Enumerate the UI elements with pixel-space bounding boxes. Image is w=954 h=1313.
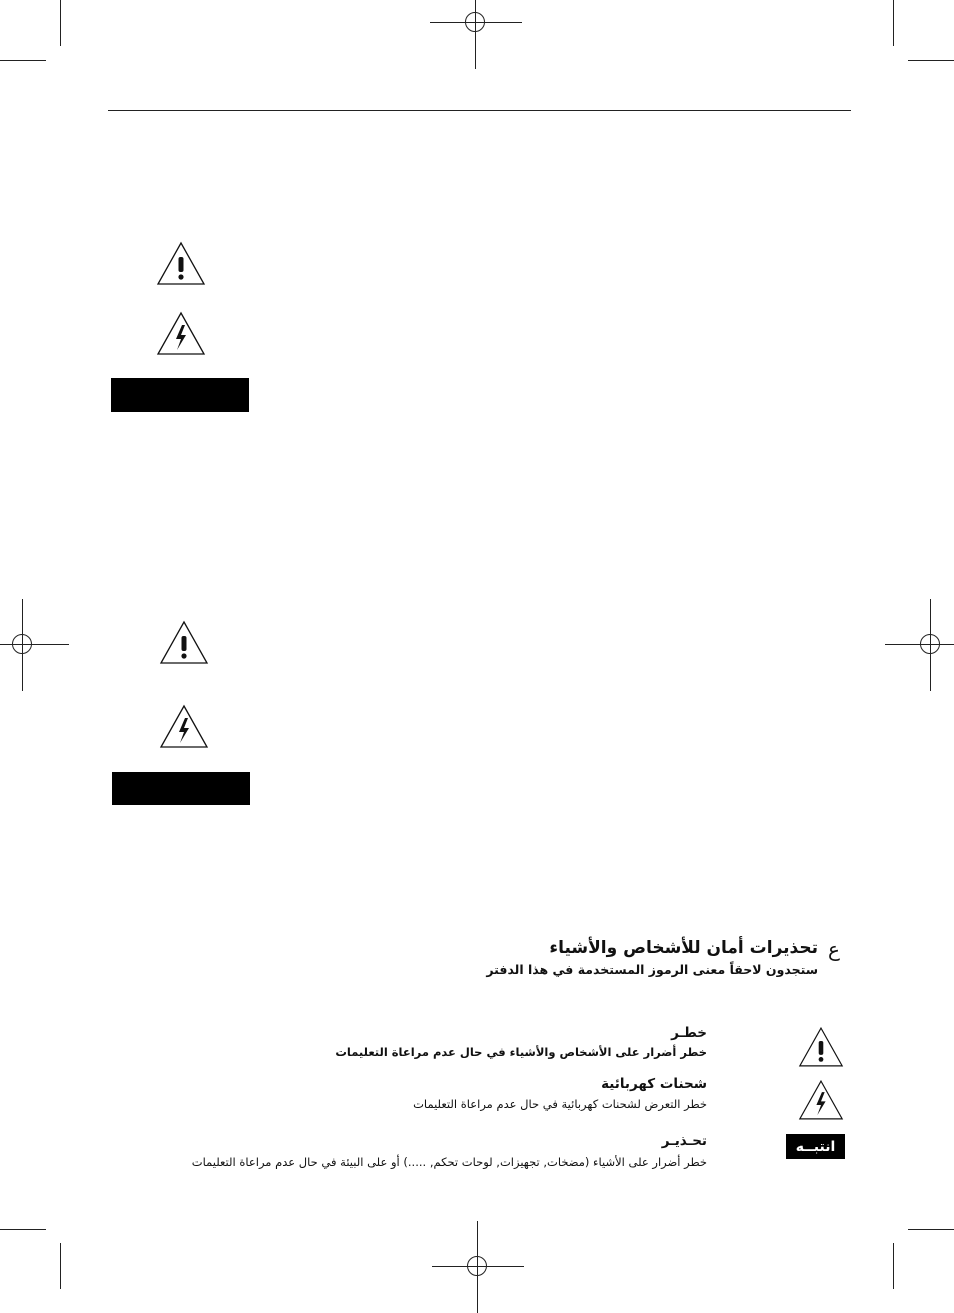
crop-mark [60, 1243, 61, 1289]
crop-mark [893, 0, 894, 46]
electric-title: شحنات كهربائية [601, 1076, 707, 1092]
crop-mark [60, 0, 61, 46]
registration-mark-left [0, 599, 69, 691]
crop-mark [0, 1229, 46, 1230]
section-title: تحذيرات أمان للأشخاص والأشياء [549, 938, 818, 958]
crop-mark [908, 1229, 954, 1230]
caution-badge-placeholder [111, 378, 249, 412]
caution-badge: انتبــه [786, 1134, 845, 1159]
crop-mark [893, 1243, 894, 1289]
electric-shock-warning-icon [159, 704, 209, 749]
exclamation-warning-icon [159, 620, 209, 665]
registration-mark-right [885, 599, 954, 691]
exclamation-warning-icon [798, 1026, 844, 1068]
registration-mark-top [430, 0, 522, 69]
caution-badge-placeholder [112, 772, 250, 805]
section-subtitle: ستجدون لاحقاً معنى الرموز المستخدمة في هذا الدفتر [486, 962, 818, 977]
exclamation-warning-icon [156, 241, 206, 286]
header-rule [108, 110, 851, 111]
crop-mark [908, 60, 954, 61]
warning-text: خطر أضرار على الأشياء (مضخات, تجهيزات, لوحات تحكم, .....) أو على البيئة في حال عدم مراعاة التعليمات [191, 1155, 707, 1169]
danger-text: خطر أضرار على الأشخاص والأشياء في حال عدم مراعاة التعليمات [335, 1045, 707, 1059]
warning-title: تحـذيـر [661, 1133, 707, 1149]
danger-title: خطـر [671, 1025, 707, 1041]
section-letter: ع [828, 937, 840, 961]
registration-mark-bottom [432, 1221, 524, 1313]
electric-shock-warning-icon [798, 1079, 844, 1121]
electric-shock-warning-icon [156, 311, 206, 356]
crop-mark [0, 60, 46, 61]
electric-text: خطر التعرض لشحنات كهربائية في حال عدم مراعاة التعليمات [413, 1097, 707, 1111]
